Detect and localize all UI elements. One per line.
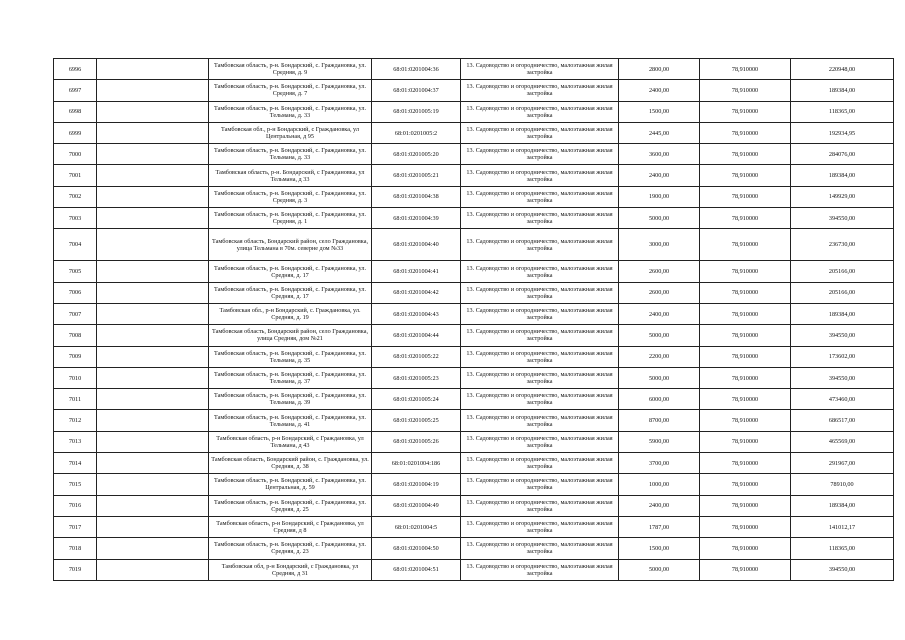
- cadastral-value-cell: 394550,00: [791, 208, 894, 229]
- table-row: [54, 186, 894, 207]
- specific-value-cell: 78,910000: [700, 144, 791, 165]
- land-use-cell: 13. Садоводство и огородничество, малоэтажная жилая застройка: [461, 325, 619, 346]
- specific-value-cell: 78,910000: [700, 431, 791, 452]
- cadastral-number-cell: 68:01:0201004:41: [372, 261, 461, 282]
- blank-cell: [97, 559, 209, 580]
- specific-value-cell: 78,910000: [700, 495, 791, 516]
- specific-value-cell: 78,910000: [700, 538, 791, 559]
- row-number-cell: 7002: [54, 186, 97, 207]
- land-use-cell: 13. Садоводство и огородничество, малоэтажная жилая застройка: [461, 367, 619, 388]
- address-cell: Тамбовская область, р-н Бондарский, с Граждановка, ул Средняя, д 8: [209, 516, 372, 537]
- cadastral-value-cell: 189384,00: [791, 165, 894, 186]
- row-number-cell: 6999: [54, 122, 97, 143]
- cadastral-number-cell: 68:01:0201004:42: [372, 282, 461, 303]
- cadastral-value-cell: 118365,00: [791, 538, 894, 559]
- cadastral-number-cell: 68:01:0201005:25: [372, 410, 461, 431]
- cadastral-number-cell: 68:01:0201005:23: [372, 367, 461, 388]
- row-number-cell: 7009: [54, 346, 97, 367]
- blank-cell: [97, 538, 209, 559]
- blank-cell: [97, 229, 209, 261]
- row-number-cell: 7004: [54, 229, 97, 261]
- table-row: [54, 474, 894, 495]
- specific-value-cell: 78,910000: [700, 303, 791, 324]
- cadastral-value-cell: 118365,00: [791, 101, 894, 122]
- blank-cell: [97, 101, 209, 122]
- land-use-cell: 13. Садоводство и огородничество, малоэтажная жилая застройка: [461, 261, 619, 282]
- specific-value-cell: 78,910000: [700, 261, 791, 282]
- land-registry-table: [53, 58, 894, 581]
- address-cell: Тамбовская область, р-н. Бондарский, с. Граждановка, ул. Тельмана, д. 33: [209, 144, 372, 165]
- row-number-cell: 7006: [54, 282, 97, 303]
- cadastral-number-cell: 68:01:0201005:26: [372, 431, 461, 452]
- specific-value-cell: 78,910000: [700, 80, 791, 101]
- area-cell: 1500,00: [619, 538, 700, 559]
- row-number-cell: 7012: [54, 410, 97, 431]
- address-cell: Тамбовская область, р-н. Бондарский, с. Граждановка, ул. Тельмана, д. 33: [209, 101, 372, 122]
- blank-cell: [97, 453, 209, 474]
- table-row: [54, 495, 894, 516]
- area-cell: 1900,00: [619, 186, 700, 207]
- table-row: [54, 122, 894, 143]
- cadastral-value-cell: 173602,00: [791, 346, 894, 367]
- specific-value-cell: 78,910000: [700, 282, 791, 303]
- land-use-cell: 13. Садоводство и огородничество, малоэтажная жилая застройка: [461, 453, 619, 474]
- table-row: [54, 165, 894, 186]
- blank-cell: [97, 208, 209, 229]
- table-body: [54, 59, 894, 581]
- row-number-cell: 7003: [54, 208, 97, 229]
- address-cell: Тамбовская область, р-н. Бондарский, с. Граждановка, ул. Центральная, д. 59: [209, 474, 372, 495]
- cadastral-number-cell: 68:01:0201004:44: [372, 325, 461, 346]
- address-cell: Тамбовская область, Бондарский район, село Граждановка, улица Тельмана в 70м. северне дом №33: [209, 229, 372, 261]
- area-cell: 2400,00: [619, 303, 700, 324]
- cadastral-value-cell: 394550,00: [791, 559, 894, 580]
- cadastral-value-cell: 473460,00: [791, 389, 894, 410]
- cadastral-value-cell: 141012,17: [791, 516, 894, 537]
- cadastral-number-cell: 68:01:0201004:38: [372, 186, 461, 207]
- cadastral-number-cell: 68:01:0201004:39: [372, 208, 461, 229]
- area-cell: 5900,00: [619, 431, 700, 452]
- area-cell: 5000,00: [619, 367, 700, 388]
- area-cell: 6000,00: [619, 389, 700, 410]
- area-cell: 3700,00: [619, 453, 700, 474]
- address-cell: Тамбовская область, р-н. Бондарский, с. Граждановка, ул. Средняя, д. 17: [209, 282, 372, 303]
- land-use-cell: 13. Садоводство и огородничество, малоэтажная жилая застройка: [461, 80, 619, 101]
- area-cell: 2200,00: [619, 346, 700, 367]
- row-number-cell: 7013: [54, 431, 97, 452]
- area-cell: 2800,00: [619, 59, 700, 80]
- blank-cell: [97, 474, 209, 495]
- table-row: [54, 367, 894, 388]
- table-row: [54, 389, 894, 410]
- specific-value-cell: 78,910000: [700, 59, 791, 80]
- specific-value-cell: 78,910000: [700, 186, 791, 207]
- specific-value-cell: 78,910000: [700, 229, 791, 261]
- cadastral-number-cell: 68:01:0201004:49: [372, 495, 461, 516]
- specific-value-cell: 78,910000: [700, 410, 791, 431]
- table-row: [54, 80, 894, 101]
- specific-value-cell: 78,910000: [700, 346, 791, 367]
- table-row: [54, 346, 894, 367]
- cadastral-value-cell: 465569,00: [791, 431, 894, 452]
- address-cell: Тамбовская область, р-н. Бондарский, с. Граждановка, ул. Средняя, д. 17: [209, 261, 372, 282]
- cadastral-value-cell: 394550,00: [791, 367, 894, 388]
- specific-value-cell: 78,910000: [700, 389, 791, 410]
- blank-cell: [97, 165, 209, 186]
- address-cell: Тамбовская область, р-н. Бондарский, с. Граждановка, ул. Средняя, д. 3: [209, 186, 372, 207]
- blank-cell: [97, 389, 209, 410]
- address-cell: Тамбовская обл., р-н Бондарский, с. Граждановка, ул. Средняя, д. 19: [209, 303, 372, 324]
- table-row: [54, 431, 894, 452]
- address-cell: Тамбовская область, р-н. Бондарский, с. Граждановка, ул. Тельмана, д. 37: [209, 367, 372, 388]
- specific-value-cell: 78,910000: [700, 516, 791, 537]
- row-number-cell: 7007: [54, 303, 97, 324]
- specific-value-cell: 78,910000: [700, 453, 791, 474]
- specific-value-cell: 78,910000: [700, 165, 791, 186]
- land-use-cell: 13. Садоводство и огородничество, малоэтажная жилая застройка: [461, 346, 619, 367]
- address-cell: Тамбовская область, р-н. Бондарский, с Граждановка, ул Тельмана, д 33: [209, 165, 372, 186]
- blank-cell: [97, 303, 209, 324]
- specific-value-cell: 78,910000: [700, 122, 791, 143]
- specific-value-cell: 78,910000: [700, 325, 791, 346]
- cadastral-number-cell: 68:01:0201004:50: [372, 538, 461, 559]
- area-cell: 1500,00: [619, 101, 700, 122]
- area-cell: 2400,00: [619, 495, 700, 516]
- area-cell: 2600,00: [619, 261, 700, 282]
- land-use-cell: 13. Садоводство и огородничество, малоэтажная жилая застройка: [461, 208, 619, 229]
- address-cell: Тамбовская область, р-н. Бондарский, с. Граждановка, ул. Средняя, д. 23: [209, 538, 372, 559]
- area-cell: 5000,00: [619, 208, 700, 229]
- cadastral-value-cell: 220948,00: [791, 59, 894, 80]
- land-use-cell: 13. Садоводство и огородничество, малоэтажная жилая застройка: [461, 122, 619, 143]
- row-number-cell: 7015: [54, 474, 97, 495]
- row-number-cell: 7016: [54, 495, 97, 516]
- blank-cell: [97, 122, 209, 143]
- cadastral-number-cell: 68:01:0201005:20: [372, 144, 461, 165]
- cadastral-number-cell: 68:01:0201005:2: [372, 122, 461, 143]
- address-cell: Тамбовская область, Бондарский район, село Граждановка, улица Средняя, дом №21: [209, 325, 372, 346]
- blank-cell: [97, 495, 209, 516]
- area-cell: 1000,00: [619, 474, 700, 495]
- blank-cell: [97, 516, 209, 537]
- cadastral-value-cell: 394550,00: [791, 325, 894, 346]
- cadastral-value-cell: 149929,00: [791, 186, 894, 207]
- cadastral-number-cell: 68:01:0201005:21: [372, 165, 461, 186]
- table-row: [54, 303, 894, 324]
- land-use-cell: 13. Садоводство и огородничество, малоэтажная жилая застройка: [461, 144, 619, 165]
- land-use-cell: 13. Садоводство и огородничество, малоэтажная жилая застройка: [461, 186, 619, 207]
- land-use-cell: 13. Садоводство и огородничество, малоэтажная жилая застройка: [461, 389, 619, 410]
- area-cell: 2445,00: [619, 122, 700, 143]
- area-cell: 8700,00: [619, 410, 700, 431]
- area-cell: 3000,00: [619, 229, 700, 261]
- address-cell: Тамбовская область, р-н. Бондарский, с. Граждановка, ул. Тельмана, д. 41: [209, 410, 372, 431]
- address-cell: Тамбовская область, р-н. Бондарский, с. Граждановка, ул. Тельмана, д. 35: [209, 346, 372, 367]
- specific-value-cell: 78,910000: [700, 559, 791, 580]
- land-use-cell: 13. Садоводство и огородничество, малоэтажная жилая застройка: [461, 229, 619, 261]
- row-number-cell: 7010: [54, 367, 97, 388]
- land-use-cell: 13. Садоводство и огородничество, малоэтажная жилая застройка: [461, 431, 619, 452]
- land-use-cell: 13. Садоводство и огородничество, малоэтажная жилая застройка: [461, 165, 619, 186]
- land-use-cell: 13. Садоводство и огородничество, малоэтажная жилая застройка: [461, 559, 619, 580]
- land-use-cell: 13. Садоводство и огородничество, малоэтажная жилая застройка: [461, 474, 619, 495]
- land-use-cell: 13. Садоводство и огородничество, малоэтажная жилая застройка: [461, 101, 619, 122]
- address-cell: Тамбовская область, р-н Бондарский, с Граждановка, ул Тельмана, д 43: [209, 431, 372, 452]
- area-cell: 1787,00: [619, 516, 700, 537]
- land-use-cell: 13. Садоводство и огородничество, малоэтажная жилая застройка: [461, 516, 619, 537]
- cadastral-number-cell: 68:01:0201005:19: [372, 101, 461, 122]
- row-number-cell: 7014: [54, 453, 97, 474]
- row-number-cell: 6998: [54, 101, 97, 122]
- cadastral-value-cell: 192934,95: [791, 122, 894, 143]
- blank-cell: [97, 186, 209, 207]
- address-cell: Тамбовская область, р-н. Бондарский, с. Граждановка, ул. Средняя, д. 25: [209, 495, 372, 516]
- cadastral-value-cell: 686517,00: [791, 410, 894, 431]
- cadastral-number-cell: 68:01:0201005:24: [372, 389, 461, 410]
- cadastral-value-cell: 205166,00: [791, 261, 894, 282]
- area-cell: 5000,00: [619, 559, 700, 580]
- address-cell: Тамбовская обл., р-н Бондарский, с Граждановка, ул Центральная, д 95: [209, 122, 372, 143]
- address-cell: Тамбовская область, р-н. Бондарский, с. Граждановка, ул. Средняя, д. 1: [209, 208, 372, 229]
- row-number-cell: 6996: [54, 59, 97, 80]
- blank-cell: [97, 346, 209, 367]
- blank-cell: [97, 80, 209, 101]
- blank-cell: [97, 410, 209, 431]
- blank-cell: [97, 431, 209, 452]
- table-row: [54, 144, 894, 165]
- cadastral-value-cell: 205166,00: [791, 282, 894, 303]
- area-cell: 5000,00: [619, 325, 700, 346]
- address-cell: Тамбовская область, Бондарский район, с. Граждановка, ул. Средняя, д. 38: [209, 453, 372, 474]
- blank-cell: [97, 144, 209, 165]
- row-number-cell: 7001: [54, 165, 97, 186]
- table-row: [54, 559, 894, 580]
- cadastral-number-cell: 68:01:0201004:43: [372, 303, 461, 324]
- row-number-cell: 7019: [54, 559, 97, 580]
- table-row: [54, 282, 894, 303]
- row-number-cell: 7005: [54, 261, 97, 282]
- table-row: [54, 59, 894, 80]
- cadastral-value-cell: 189384,00: [791, 80, 894, 101]
- cadastral-value-cell: 78910,00: [791, 474, 894, 495]
- land-use-cell: 13. Садоводство и огородничество, малоэтажная жилая застройка: [461, 538, 619, 559]
- blank-cell: [97, 325, 209, 346]
- blank-cell: [97, 261, 209, 282]
- land-use-cell: 13. Садоводство и огородничество, малоэтажная жилая застройка: [461, 495, 619, 516]
- table-row: [54, 516, 894, 537]
- table-row: [54, 325, 894, 346]
- row-number-cell: 7008: [54, 325, 97, 346]
- cadastral-value-cell: 189384,00: [791, 303, 894, 324]
- specific-value-cell: 78,910000: [700, 208, 791, 229]
- address-cell: Тамбовская обл, р-н Бондарский, с Граждановка, ул Средняя, д 31: [209, 559, 372, 580]
- row-number-cell: 7011: [54, 389, 97, 410]
- cadastral-number-cell: 68:01:0201004:51: [372, 559, 461, 580]
- cadastral-value-cell: 189384,00: [791, 495, 894, 516]
- cadastral-number-cell: 68:01:0201004:186: [372, 453, 461, 474]
- row-number-cell: 7017: [54, 516, 97, 537]
- land-use-cell: 13. Садоводство и огородничество, малоэтажная жилая застройка: [461, 59, 619, 80]
- cadastral-number-cell: 68:01:0201005:22: [372, 346, 461, 367]
- area-cell: 2400,00: [619, 80, 700, 101]
- blank-cell: [97, 367, 209, 388]
- land-use-cell: 13. Садоводство и огородничество, малоэтажная жилая застройка: [461, 282, 619, 303]
- area-cell: 3600,00: [619, 144, 700, 165]
- specific-value-cell: 78,910000: [700, 474, 791, 495]
- cadastral-number-cell: 68:01:0201004:36: [372, 59, 461, 80]
- table-row: [54, 453, 894, 474]
- table-row: [54, 410, 894, 431]
- cadastral-value-cell: 284076,00: [791, 144, 894, 165]
- table-row: [54, 538, 894, 559]
- specific-value-cell: 78,910000: [700, 101, 791, 122]
- table-row: [54, 261, 894, 282]
- table-row: [54, 101, 894, 122]
- row-number-cell: 7000: [54, 144, 97, 165]
- specific-value-cell: 78,910000: [700, 367, 791, 388]
- area-cell: 2400,00: [619, 165, 700, 186]
- land-use-cell: 13. Садоводство и огородничество, малоэтажная жилая застройка: [461, 410, 619, 431]
- table-row: [54, 208, 894, 229]
- cadastral-value-cell: 236730,00: [791, 229, 894, 261]
- blank-cell: [97, 282, 209, 303]
- table-row: [54, 229, 894, 261]
- blank-cell: [97, 59, 209, 80]
- cadastral-number-cell: 68:01:0201004:5: [372, 516, 461, 537]
- address-cell: Тамбовская область, р-н. Бондарский, с. Граждановка, ул. Средняя, д. 7: [209, 80, 372, 101]
- address-cell: Тамбовская область, р-н. Бондарский, с. Граждановка, ул. Тельмана, д. 39: [209, 389, 372, 410]
- cadastral-number-cell: 68:01:0201004:19: [372, 474, 461, 495]
- cadastral-value-cell: 291967,00: [791, 453, 894, 474]
- area-cell: 2600,00: [619, 282, 700, 303]
- row-number-cell: 7018: [54, 538, 97, 559]
- cadastral-number-cell: 68:01:0201004:37: [372, 80, 461, 101]
- cadastral-number-cell: 68:01:0201004:40: [372, 229, 461, 261]
- land-use-cell: 13. Садоводство и огородничество, малоэтажная жилая застройка: [461, 303, 619, 324]
- address-cell: Тамбовская область, р-н. Бондарский, с. Граждановка, ул. Средняя, д. 9: [209, 59, 372, 80]
- row-number-cell: 6997: [54, 80, 97, 101]
